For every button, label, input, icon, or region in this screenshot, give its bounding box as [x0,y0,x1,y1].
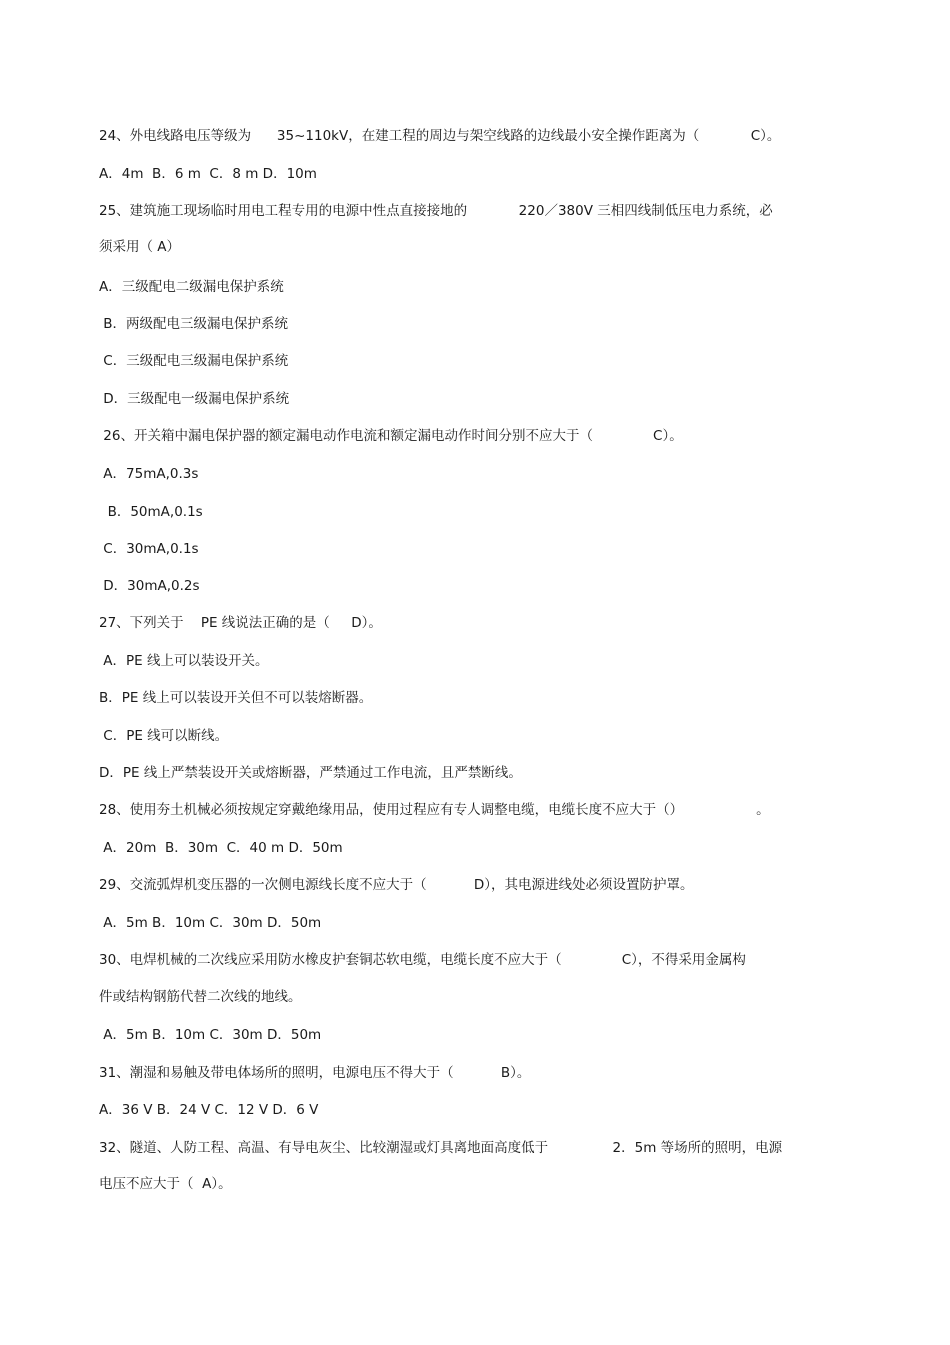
question-26-line: 26、开关箱中漏电保护器的额定漏电动作电流和额定漏电动作时间分别不应大于（ C）。 [99,428,683,444]
question-28-line: 28、使用夯土机械必须按规定穿戴绝缘用品，使用过程应有专人调整电缆，电缆长度不应大于（） 。 [99,802,770,818]
question-31-options: A．36 V B．24 V C．12 V D．6 V [99,1102,319,1118]
question-25-option-c: C．三级配电三级漏电保护系统 [99,353,289,369]
question-24-options: A．4m B．6 m C．8 m D．10m [99,166,317,182]
question-29-options: A．5m B．10m C．30m D．50m [99,915,322,931]
question-26-option-b: B．50mA,0.1s [99,504,203,520]
question-32-line-2: 电压不应大于（ A）。 [99,1176,232,1192]
question-31-line: 31、潮湿和易触及带电体场所的照明，电源电压不得大于（ B）。 [99,1065,531,1081]
question-24-line: 24、外电线路电压等级为 35~110kV，在建工程的周边与架空线路的边线最小安全操作距离为（ C）。 [99,128,781,144]
question-29-line: 29、交流弧焊机变压器的一次侧电源线长度不应大于（ D），其电源进线处必须设置防护罩。 [99,877,694,893]
question-30-options: A．5m B．10m C．30m D．50m [99,1027,322,1043]
question-28-options: A．20m B．30m C．40 m D．50m [99,840,343,856]
question-26-option-d: D．30mA,0.2s [99,578,200,594]
question-27-option-a: A．PE 线上可以装设开关。 [99,653,269,669]
question-27-option-d: D．PE 线上严禁装设开关或熔断器，严禁通过工作电流，且严禁断线。 [99,765,522,781]
question-26-option-c: C．30mA,0.1s [99,541,199,557]
question-25-option-b: B．两级配电三级漏电保护系统 [99,316,289,332]
question-32-line-1: 32、隧道、人防工程、高温、有导电灰尘、比较潮湿或灯具离地面高度低于 2．5m 等场所的照明，电源 [99,1140,783,1156]
question-26-option-a: A．75mA,0.3s [99,466,199,482]
question-25-line-2: 须采用（ A） [99,239,181,255]
question-30-line-1: 30、电焊机械的二次线应采用防水橡皮护套铜芯软电缆，电缆长度不应大于（ C），不得采用金属构 [99,952,746,968]
question-27-line: 27、下列关于 PE 线说法正确的是（ D）。 [99,615,382,631]
question-25-option-a: A．三级配电二级漏电保护系统 [99,279,284,295]
question-25-line-1: 25、建筑施工现场临时用电工程专用的电源中性点直接接地的 220／380V 三相四线制低压电力系统，必 [99,203,773,219]
question-30-line-2: 件或结构钢筋代替二次线的地线。 [99,989,302,1005]
question-27-option-c: C．PE 线可以断线。 [99,728,229,744]
question-25-option-d: D．三级配电一级漏电保护系统 [99,391,290,407]
question-27-option-b: B．PE 线上可以装设开关但不可以装熔断器。 [99,690,373,706]
